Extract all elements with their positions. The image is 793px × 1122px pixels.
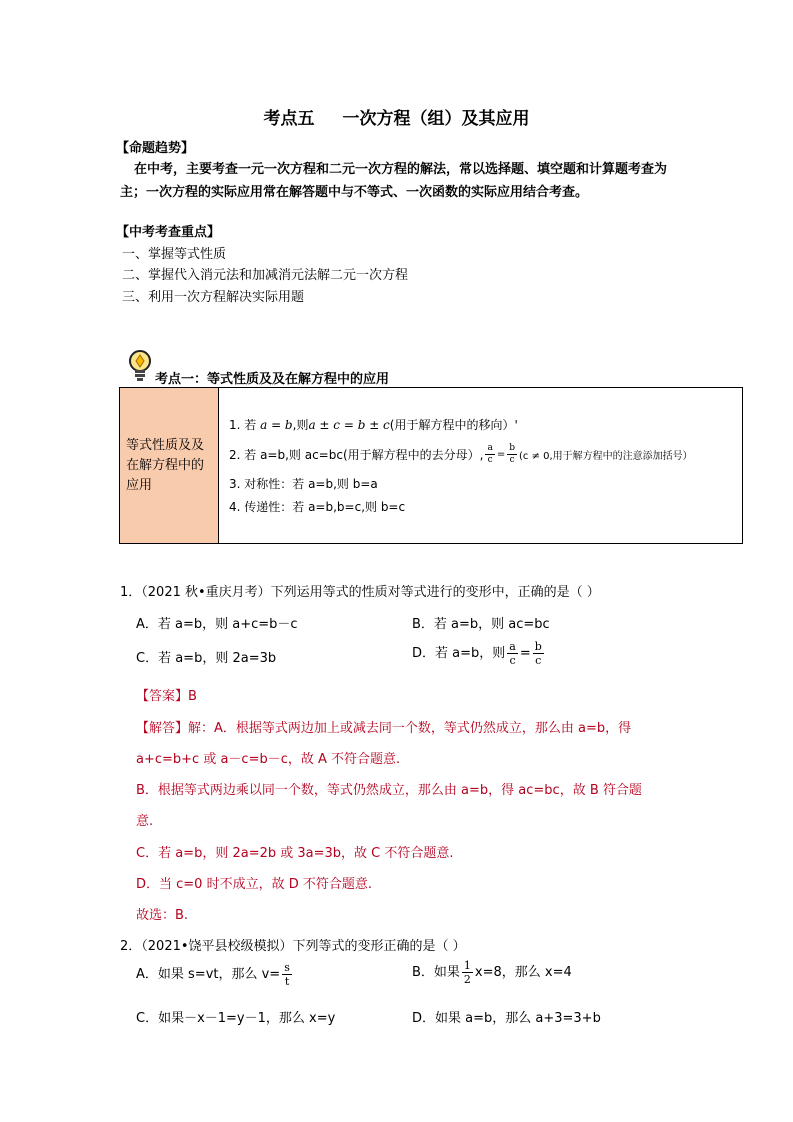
title-part1: 考点五 bbox=[263, 109, 315, 129]
fraction-s-over-t: $\frac{s}{t}$ bbox=[284, 961, 290, 988]
lightbulb-icon bbox=[127, 349, 153, 383]
q1-solution-line-6: D．当 c=0 时不成立，故 D 不符合题意. bbox=[136, 877, 372, 892]
q2-option-a: A．如果 s=vt，那么 v= $\frac{s}{t}$ bbox=[136, 961, 290, 988]
focus-heading: 【中考考查重点】 bbox=[116, 225, 221, 240]
q1-option-b: B．若 a=b，则 ac=bc bbox=[412, 617, 550, 632]
trend-heading: 【命题趋势】 bbox=[116, 141, 195, 156]
q1-solution-line-2: a+c=b+c 或 a－c=b－c，故 A 不符合题意. bbox=[136, 752, 401, 767]
property-row-2: 2. 若 a=b,则 ac=bc(用于解方程中的去分母）, $\frac{a}{c}$ = $\frac{b}{c}$ (c ≠ 0,用于解方程中的注意添加括号） bbox=[229, 442, 693, 465]
properties-table bbox=[119, 387, 743, 544]
q1-stem: 1．（2021 秋•重庆月考）下列运用等式的性质对等式进行的变形中，正确的是（ ） bbox=[120, 585, 600, 600]
q1-solution-line-7: 故选：B. bbox=[136, 908, 189, 923]
focus-item-1: 一、掌握等式性质 bbox=[122, 247, 227, 262]
fraction-b-over-c: $\frac{b}{c}$ bbox=[534, 640, 542, 667]
q2-option-b: B．如果 $\frac{1}{2}$ x=8，那么 x=4 bbox=[412, 959, 572, 986]
q1-solution-line-1: 【解答】解：A．根据等式两边加上或减去同一个数，等式仍然成立，那么由 a=b，得 bbox=[136, 721, 632, 736]
title-part2: 一次方程（组）及其应用 bbox=[342, 109, 530, 129]
focus-item-3: 三、利用一次方程解决实际用题 bbox=[122, 290, 305, 305]
fraction-a-over-c: $\frac{a}{c}$ bbox=[487, 442, 493, 465]
q1-option-d: D．若 a=b，则 $\frac{a}{c}$ = $\frac{b}{c}$ bbox=[412, 640, 542, 667]
q1-answer: 【答案】B bbox=[136, 689, 197, 704]
page-title bbox=[0, 104, 793, 129]
fraction-a-over-c: $\frac{a}{c}$ bbox=[509, 640, 516, 667]
fraction-one-half: $\frac{1}{2}$ bbox=[463, 959, 471, 986]
q1-option-c: C．若 a=b，则 2a=3b bbox=[136, 651, 277, 666]
q1-solution-line-3: B．根据等式两边乘以同一个数，等式仍然成立，那么由 a=b，得 ac=bc，故 B 符合题 bbox=[136, 783, 642, 798]
properties-label: 等式性质及及在解方程中的应用 bbox=[120, 388, 219, 544]
trend-text: 在中考，主要考查一元一次方程和二元一次方程的解法，常以选择题、填空题和计算题考查为主；一次方程的实际应用常在解答题中与不等式、一次函数的实际应用结合考查。 bbox=[120, 162, 668, 200]
q1-solution-line-4: 意. bbox=[136, 814, 154, 829]
q2-stem: 2．（2021•饶平县校级模拟）下列等式的变形正确的是（ ） bbox=[120, 939, 466, 954]
properties-content bbox=[219, 388, 743, 544]
q2-option-c: C．如果－x－1=y－1，那么 x=y bbox=[136, 1011, 336, 1026]
property-row-1: 1. 若 a = b ,则 a ± c = b ± c (用于解方程中的移向）' bbox=[229, 417, 518, 432]
property-row-4: 4. 传递性：若 a=b,b=c,则 b=c bbox=[229, 500, 406, 514]
q2-option-d: D．如果 a=b，那么 a+3=3+b bbox=[412, 1011, 601, 1026]
property-row-3: 3. 对称性：若 a=b,则 b=a bbox=[229, 477, 378, 491]
section-title: 考点一：等式性质及及在解方程中的应用 bbox=[155, 372, 390, 387]
q1-solution-line-5: C．若 a=b，则 2a=2b 或 3a=3b，故 C 不符合题意. bbox=[136, 846, 454, 861]
q1-option-a: A．若 a=b，则 a+c=b－c bbox=[136, 617, 298, 632]
fraction-b-over-c: $\frac{b}{c}$ bbox=[509, 442, 515, 465]
focus-item-2: 二、掌握代入消元法和加减消元法解二元一次方程 bbox=[122, 268, 409, 283]
